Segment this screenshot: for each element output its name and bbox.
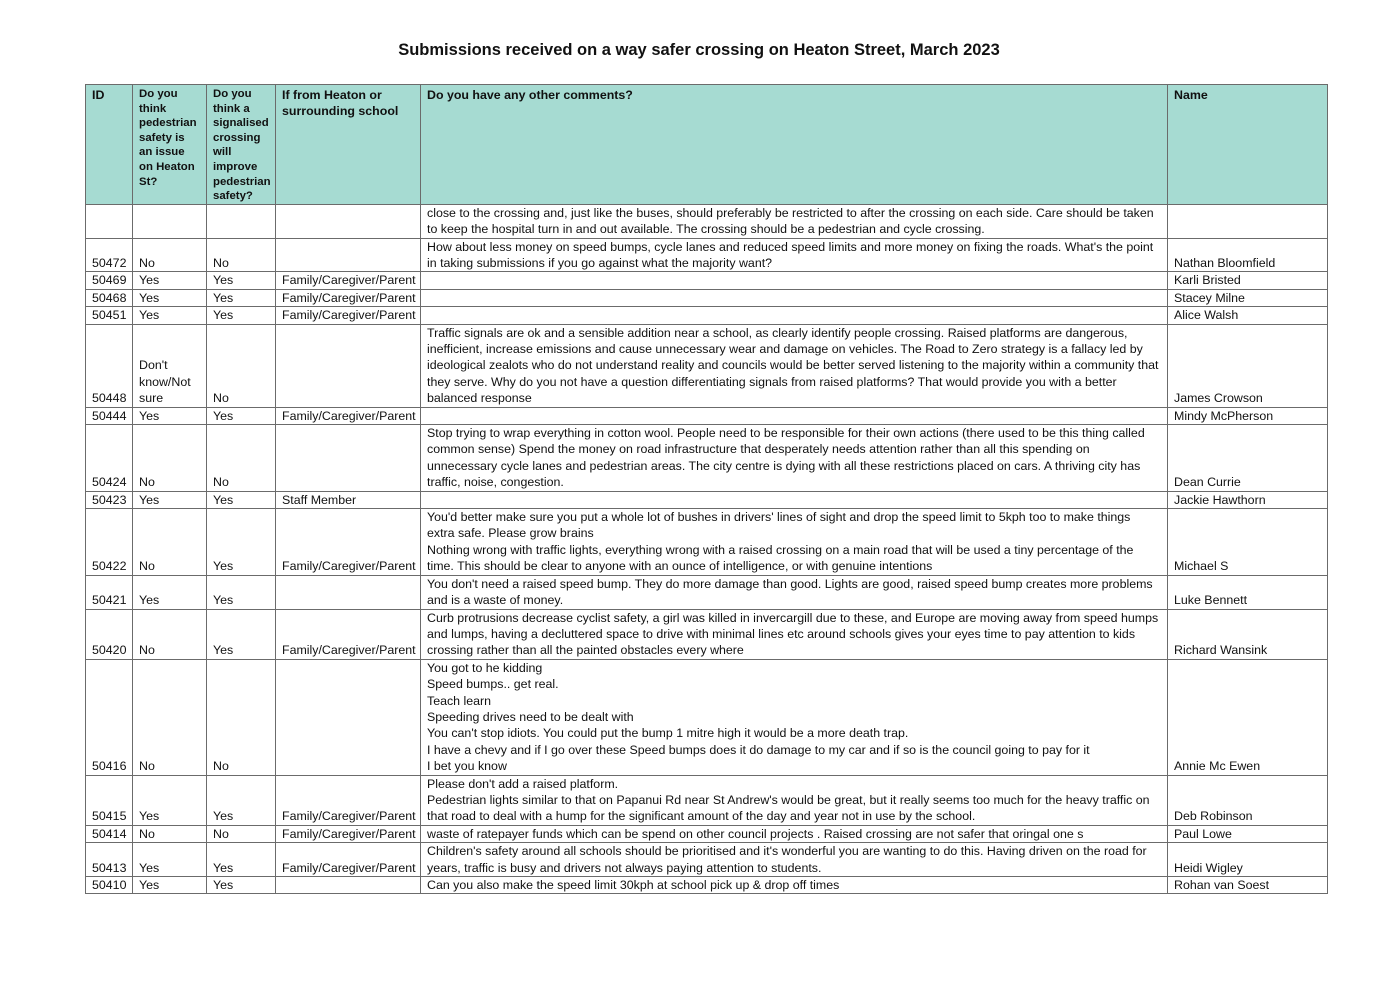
cell-school: Family/Caregiver/Parent xyxy=(276,825,421,842)
cell-id: 50420 xyxy=(86,609,133,659)
cell-school xyxy=(276,659,421,775)
table-row xyxy=(86,272,1328,289)
cell-signalised: Yes xyxy=(207,575,276,609)
cell-school xyxy=(276,238,421,272)
cell-id: 50424 xyxy=(86,425,133,492)
submissions-table xyxy=(85,84,1328,894)
cell-name: Alice Walsh xyxy=(1168,307,1328,324)
cell-comment: You don't need a raised speed bump. They do more damage than good. Lights are good, raised speed bump creates more problems and is a waste of money. xyxy=(421,575,1168,609)
cell-name: Mindy McPherson xyxy=(1168,407,1328,424)
cell-signalised: Yes xyxy=(207,289,276,306)
header-school: If from Heaton or surrounding school xyxy=(276,85,421,205)
cell-school xyxy=(276,425,421,492)
cell-school: Family/Caregiver/Parent xyxy=(276,509,421,576)
cell-safety-issue: Don't know/Not sure xyxy=(133,324,207,407)
cell-comment: How about less money on speed bumps, cycle lanes and reduced speed limits and more money on fixing the roads. What's the point in taking submissions if you go against what the majority want? xyxy=(421,238,1168,272)
cell-name: Michael S xyxy=(1168,509,1328,576)
cell-signalised xyxy=(207,204,276,238)
cell-comment xyxy=(421,272,1168,289)
table-row xyxy=(86,775,1328,825)
cell-school xyxy=(276,575,421,609)
cell-safety-issue: Yes xyxy=(133,272,207,289)
cell-signalised: Yes xyxy=(207,307,276,324)
cell-signalised: Yes xyxy=(207,491,276,508)
cell-safety-issue: Yes xyxy=(133,307,207,324)
cell-signalised: Yes xyxy=(207,843,276,877)
table-row xyxy=(86,204,1328,238)
cell-name: Richard Wansink xyxy=(1168,609,1328,659)
table-row xyxy=(86,491,1328,508)
cell-id: 50422 xyxy=(86,509,133,576)
cell-signalised: Yes xyxy=(207,407,276,424)
cell-safety-issue: Yes xyxy=(133,775,207,825)
cell-comment: Please don't add a raised platform. Pedestrian lights similar to that on Papanui Rd near St Andrew's would be great, but it really seems too much for the heavy traffic on that road to deal with a hump for the significant amount of the day and year not in use by the school. xyxy=(421,775,1168,825)
cell-school: Family/Caregiver/Parent xyxy=(276,289,421,306)
cell-signalised: No xyxy=(207,238,276,272)
cell-id: 50444 xyxy=(86,407,133,424)
cell-safety-issue: No xyxy=(133,509,207,576)
cell-safety-issue: No xyxy=(133,238,207,272)
cell-safety-issue: Yes xyxy=(133,491,207,508)
cell-comment: Curb protrusions decrease cyclist safety, a girl was killed in invercargill due to these, and Europe are moving away from speed humps and lumps, having a decluttered space to drive with minimal lines etc around schools gives your eyes time to pay attention to kids crossing rather than all the painted obstacles every where xyxy=(421,609,1168,659)
cell-comment xyxy=(421,289,1168,306)
cell-name: Stacey Milne xyxy=(1168,289,1328,306)
header-name: Name xyxy=(1168,85,1328,205)
table-row xyxy=(86,238,1328,272)
table-body xyxy=(86,204,1328,894)
table-row xyxy=(86,324,1328,407)
table-row xyxy=(86,407,1328,424)
cell-safety-issue xyxy=(133,204,207,238)
cell-name: Rohan van Soest xyxy=(1168,877,1328,894)
cell-id: 50421 xyxy=(86,575,133,609)
cell-school: Family/Caregiver/Parent xyxy=(276,775,421,825)
cell-name: Paul Lowe xyxy=(1168,825,1328,842)
cell-signalised: Yes xyxy=(207,775,276,825)
cell-name: Luke Bennett xyxy=(1168,575,1328,609)
cell-signalised: Yes xyxy=(207,877,276,894)
cell-id: 50423 xyxy=(86,491,133,508)
cell-id: 50410 xyxy=(86,877,133,894)
cell-signalised: Yes xyxy=(207,509,276,576)
cell-school: Family/Caregiver/Parent xyxy=(276,407,421,424)
cell-safety-issue: Yes xyxy=(133,843,207,877)
cell-comment xyxy=(421,491,1168,508)
cell-comment: Stop trying to wrap everything in cotton wool. People need to be responsible for their own actions (there used to be this thing called common sense) Spend the money on road infrastructure that desperately needs attention rather than all this spending on unnecessary cycle lanes and pedestrian areas. The city centre is dying with all these restrictions placed on cars. A thriving city has traffic, noise, congestion. xyxy=(421,425,1168,492)
table-header-row xyxy=(86,85,1328,205)
cell-comment: close to the crossing and, just like the buses, should preferably be restricted to after the crossing on each side. Care should be taken to keep the hospital turn in and out available. The crossing should be a pedestrian and cycle crossing. xyxy=(421,204,1168,238)
cell-id: 50451 xyxy=(86,307,133,324)
cell-name: Annie Mc Ewen xyxy=(1168,659,1328,775)
header-signalised-crossing: Do you think a signalised crossing will improve pedestrian safety? xyxy=(207,85,276,205)
cell-safety-issue: No xyxy=(133,609,207,659)
cell-name: Nathan Bloomfield xyxy=(1168,238,1328,272)
cell-id: 50416 xyxy=(86,659,133,775)
cell-safety-issue: No xyxy=(133,825,207,842)
cell-signalised: No xyxy=(207,659,276,775)
document-title: Submissions received on a way safer crossing on Heaton Street, March 2023 xyxy=(398,41,1000,59)
cell-signalised: Yes xyxy=(207,272,276,289)
cell-comment: Children's safety around all schools should be prioritised and it's wonderful you are wanting to do this. Having driven on the road for years, traffic is busy and drivers not always paying attention to students. xyxy=(421,843,1168,877)
cell-comment xyxy=(421,407,1168,424)
cell-comment: Can you also make the speed limit 30kph at school pick up & drop off times xyxy=(421,877,1168,894)
cell-safety-issue: Yes xyxy=(133,877,207,894)
cell-signalised: Yes xyxy=(207,609,276,659)
table-row xyxy=(86,609,1328,659)
cell-school xyxy=(276,877,421,894)
cell-id: 50448 xyxy=(86,324,133,407)
cell-signalised: No xyxy=(207,825,276,842)
cell-name: Jackie Hawthorn xyxy=(1168,491,1328,508)
table-row xyxy=(86,289,1328,306)
cell-safety-issue: No xyxy=(133,659,207,775)
cell-id: 50415 xyxy=(86,775,133,825)
cell-comment xyxy=(421,307,1168,324)
cell-safety-issue: Yes xyxy=(133,289,207,306)
table-row xyxy=(86,659,1328,775)
cell-name: James Crowson xyxy=(1168,324,1328,407)
cell-id: 50472 xyxy=(86,238,133,272)
cell-comment: You'd better make sure you put a whole lot of bushes in drivers' lines of sight and drop the speed limit to 5kph too to make things extra safe. Please grow brains Nothing wrong with traffic lights, everything wrong with a raised crossing on a main road that will be used a tiny percentage of the time. This should be clear to anyone with an ounce of intelligence, or with genuine intentions xyxy=(421,509,1168,576)
cell-school: Family/Caregiver/Parent xyxy=(276,843,421,877)
cell-name xyxy=(1168,204,1328,238)
table-row xyxy=(86,425,1328,492)
table-row xyxy=(86,825,1328,842)
cell-id xyxy=(86,204,133,238)
cell-name: Deb Robinson xyxy=(1168,775,1328,825)
cell-comment: You got to he kidding Speed bumps.. get real. Teach learn Speeding drives need to be dealt with You can't stop idiots. You could put the bump 1 mitre high it would be a more death trap. I have a chevy and if I go over these Speed bumps does it do damage to my car and if so is the council going to pay for it I bet you know xyxy=(421,659,1168,775)
table-row xyxy=(86,843,1328,877)
cell-safety-issue: Yes xyxy=(133,575,207,609)
cell-id: 50468 xyxy=(86,289,133,306)
cell-name: Karli Bristed xyxy=(1168,272,1328,289)
cell-id: 50469 xyxy=(86,272,133,289)
cell-signalised: No xyxy=(207,425,276,492)
cell-comment: waste of ratepayer funds which can be spend on other council projects . Raised crossing are not safer that oringal one s xyxy=(421,825,1168,842)
cell-signalised: No xyxy=(207,324,276,407)
cell-name: Heidi Wigley xyxy=(1168,843,1328,877)
cell-comment: Traffic signals are ok and a sensible addition near a school, as clearly identify people crossing. Raised platforms are dangerous, inefficient, increase emissions and cause unnecessary wear and damage on vehicles. The Road to Zero strategy is a fallacy led by ideological zealots who do not understand reality and councils would be better served listening to the majority within a community that they serve. Why do you not have a question differentiating signals from raised platforms? That would provide you with a better balanced response xyxy=(421,324,1168,407)
cell-name: Dean Currie xyxy=(1168,425,1328,492)
cell-school: Family/Caregiver/Parent xyxy=(276,609,421,659)
cell-id: 50414 xyxy=(86,825,133,842)
cell-safety-issue: Yes xyxy=(133,407,207,424)
header-id: ID xyxy=(86,85,133,205)
table-row xyxy=(86,575,1328,609)
cell-id: 50413 xyxy=(86,843,133,877)
header-pedestrian-safety-issue: Do you think pedestrian safety is an issue on Heaton St? xyxy=(133,85,207,205)
cell-school xyxy=(276,204,421,238)
header-comments: Do you have any other comments? xyxy=(421,85,1168,205)
cell-school: Family/Caregiver/Parent xyxy=(276,272,421,289)
table-row xyxy=(86,509,1328,576)
cell-safety-issue: No xyxy=(133,425,207,492)
table-row xyxy=(86,877,1328,894)
cell-school: Family/Caregiver/Parent xyxy=(276,307,421,324)
table-row xyxy=(86,307,1328,324)
cell-school xyxy=(276,324,421,407)
cell-school: Staff Member xyxy=(276,491,421,508)
